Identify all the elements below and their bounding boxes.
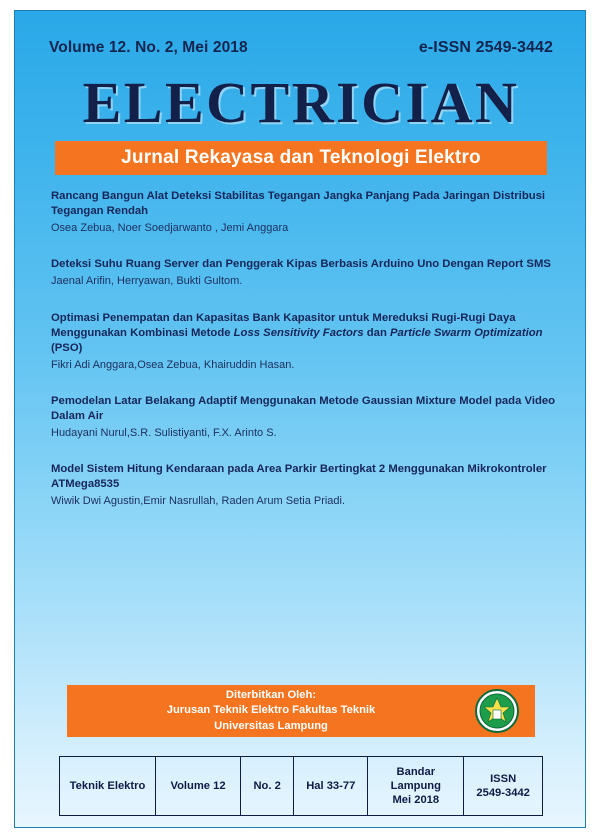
table-of-contents — [51, 189, 559, 531]
publisher-line-2: Jurusan Teknik Elektro Fakultas Teknik — [166, 704, 376, 717]
article-authors: Jaenal Arifin, Herryawan, Bukti Gultom. — [51, 275, 243, 288]
article-authors: Wiwik Dwi Agustin,Emir Nasrullah, Raden Arum Setia Priadi. — [51, 495, 346, 508]
university-seal-icon — [475, 689, 519, 733]
publisher-line-3: Universitas Lampung — [214, 719, 328, 732]
cover-header — [15, 39, 586, 57]
volume-issue-text: Volume 12. No. 2, Mei 2018 — [49, 39, 248, 56]
publisher-box — [67, 685, 535, 737]
eissn-text: e-ISSN 2549-3442 — [418, 39, 553, 56]
article-authors: Fikri Adi Anggara,Osea Zebua, Khairuddin Hasan. — [51, 358, 295, 371]
footer-date: Mei 2018 — [392, 794, 440, 806]
list-item — [51, 311, 559, 372]
footer-place: Bandar Lampung — [390, 766, 441, 792]
list-item — [51, 189, 559, 235]
list-item — [51, 257, 559, 288]
publisher-text — [167, 688, 436, 733]
journal-subtitle: Jurnal Rekayasa dan Teknologi Elektro — [121, 147, 481, 168]
footer-volume: Volume 12 — [156, 757, 241, 815]
article-title: Model Sistem Hitung Kendaraan pada Area Parkir Bertingkat 2 Menggunakan Mikrokontroler ATMega8535 — [51, 463, 547, 491]
footer-pages: Hal 33-77 — [294, 757, 368, 815]
article-title: Deteksi Suhu Ruang Server dan Penggerak Kipas Berbasis Arduino Uno Dengan Report SMS — [51, 258, 551, 271]
journal-title: ELECTRICIAN — [82, 70, 520, 135]
footer-department: Teknik Elektro — [60, 757, 156, 815]
publisher-line-1: Diterbitkan Oleh: — [225, 689, 317, 702]
footer-place-date — [368, 757, 464, 815]
footer-number: No. 2 — [241, 757, 294, 815]
article-authors: Osea Zebua, Noer Soedjarwanto , Jemi Anggara — [51, 222, 289, 235]
list-item — [51, 462, 559, 508]
article-title: Pemodelan Latar Belakang Adaptif Menggunakan Metode Gaussian Mixture Model pada Video Dalam Air — [51, 394, 556, 422]
journal-subtitle-bar — [55, 141, 547, 175]
article-title: Rancang Bangun Alat Deteksi Stabilitas Tegangan Jangka Panjang Pada Jaringan Distribusi Tegangan Rendah — [51, 190, 546, 218]
footer-issn-value: 2549-3442 — [476, 787, 530, 799]
list-item — [51, 394, 559, 440]
footer-issn — [464, 757, 542, 815]
footer-issn-label: ISSN — [490, 773, 517, 785]
article-authors: Hudayani Nurul,S.R. Sulistiyanti, F.X. Arinto S. — [51, 427, 277, 440]
article-title: Optimasi Penempatan dan Kapasitas Bank Kapasitor untuk Mereduksi Rugi-Rugi Daya Menggunakan Kombinasi Metode Loss Sensitivity Factors dan Particle Swarm Optimization (PSO) — [51, 311, 543, 354]
cover-background — [14, 10, 586, 828]
footer-info-table — [59, 756, 543, 816]
